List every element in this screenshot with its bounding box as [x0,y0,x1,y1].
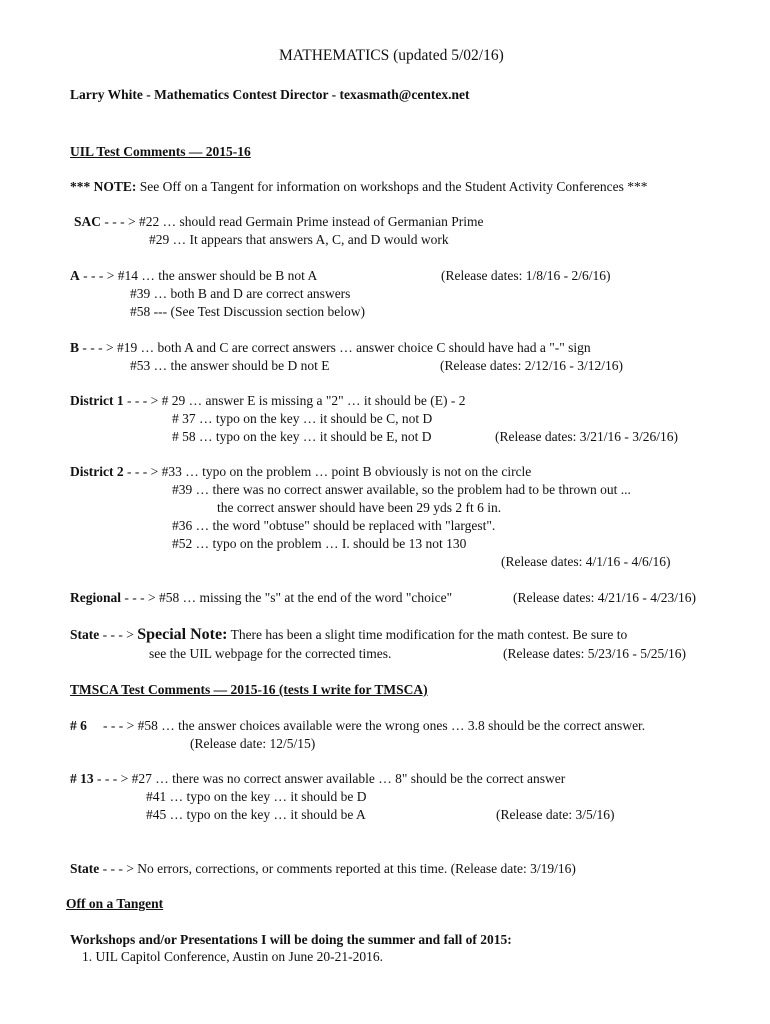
t6-line-1: - - - > #58 … the answer choices available were the wrong ones … 3.8 should be the correct answer. [103,718,646,733]
sac-text: - - - > #22 … should read Germain Prime instead of Germanian Prime [101,214,484,229]
tangent-heading: Off on a Tangent [66,896,164,911]
t13-release: (Release date: 3/5/16) [496,807,615,822]
a-text: - - - > #14 … the answer should be B not A [79,268,318,283]
sac-label: SAC [74,214,102,229]
special-note: Special Note: [137,626,228,643]
t6-release: (Release date: 12/5/15) [190,736,316,751]
a-label: A [70,268,80,283]
a-release: (Release dates: 1/8/16 - 2/6/16) [441,268,611,283]
b-line-2: #53 … the answer should be D not E [130,358,330,373]
district1-line-1 [70,393,465,409]
t13-line-1 [70,771,565,787]
regional-label: Regional [70,590,122,605]
regional-line-1 [70,590,452,606]
district1-line-2: # 37 … typo on the key … it should be C, not D [172,411,433,426]
workshop-item-1: 1. UIL Capitol Conference, Austin on June 20-21-2016. [82,949,383,964]
t13-label: # 13 [70,771,94,786]
district1-text: - - - > # 29 … answer E is missing a "2" … it should be (E) - 2 [123,393,466,408]
regional-release: (Release dates: 4/21/16 - 4/23/16) [513,590,696,605]
a-line-2: #39 … both B and D are correct answers [130,286,351,301]
state-release: (Release dates: 5/23/16 - 5/25/16) [503,646,686,661]
t13-line-3: #45 … typo on the key … it should be A [146,807,366,822]
workshops-heading: Workshops and/or Presentations I will be doing the summer and fall of 2015: [70,932,512,947]
district2-line-2: #39 … there was no correct answer available, so the problem had to be thrown out ... [172,482,631,497]
tmsca-state-text: - - - > No errors, corrections, or comments reported at this time. (Release date: 3/19/16) [99,861,576,876]
state-text: There has been a slight time modification for the math contest. Be sure to [227,627,628,642]
state-label: State [70,627,100,642]
sac-line-1 [74,214,484,230]
regional-text: - - - > #58 … missing the "s" at the end of the word "choice" [121,590,453,605]
tmsca-heading: TMSCA Test Comments — 2015-16 (tests I write for TMSCA) [70,682,428,697]
district2-line-5: #52 … typo on the problem … I. should be 13 not 130 [172,536,467,551]
page-title: MATHEMATICS (updated 5/02/16) [279,47,504,64]
district1-label: District 1 [70,393,124,408]
a-line-3: #58 --- (See Test Discussion section below) [130,304,366,319]
state-line-2: see the UIL webpage for the corrected times. [149,646,392,661]
t13-text: - - - > #27 … there was no correct answer available … 8" should be the correct answer [93,771,566,786]
district1-release: (Release dates: 3/21/16 - 3/26/16) [495,429,678,444]
note-text: See Off on a Tangent for information on workshops and the Student Activity Conferences *** [136,179,648,194]
tmsca-state-label: State [70,861,100,876]
b-line-1 [70,340,591,356]
t13-line-2: #41 … typo on the key … it should be D [146,789,367,804]
b-text: - - - > #19 … both A and C are correct answers … answer choice C should have had a "-" sign [79,340,591,355]
director-line: Larry White - Mathematics Contest Director - texasmath@centex.net [70,87,470,102]
note-lead: *** NOTE: [70,179,137,194]
sac-line-2: #29 … It appears that answers A, C, and D would work [149,232,449,247]
district2-text: - - - > #33 … typo on the problem … point B obviously is not on the circle [123,464,532,479]
tmsca-state-line [70,861,576,877]
t6-label: # 6 [70,718,87,733]
b-label: B [70,340,80,355]
district1-line-3: # 58 … typo on the key … it should be E, not D [172,429,432,444]
state-arrow: - - - > [99,627,138,642]
uil-heading: UIL Test Comments — 2015-16 [70,144,251,159]
state-line-1 [70,627,627,643]
district2-label: District 2 [70,464,124,479]
b-release: (Release dates: 2/12/16 - 3/12/16) [440,358,623,373]
district2-line-4: #36 … the word "obtuse" should be replaced with "largest". [172,518,496,533]
district2-release: (Release dates: 4/1/16 - 4/6/16) [501,554,671,569]
district2-line-3: the correct answer should have been 29 yds 2 ft 6 in. [217,500,502,515]
a-line-1 [70,268,317,284]
uil-note [70,179,647,195]
district2-line-1 [70,464,531,480]
